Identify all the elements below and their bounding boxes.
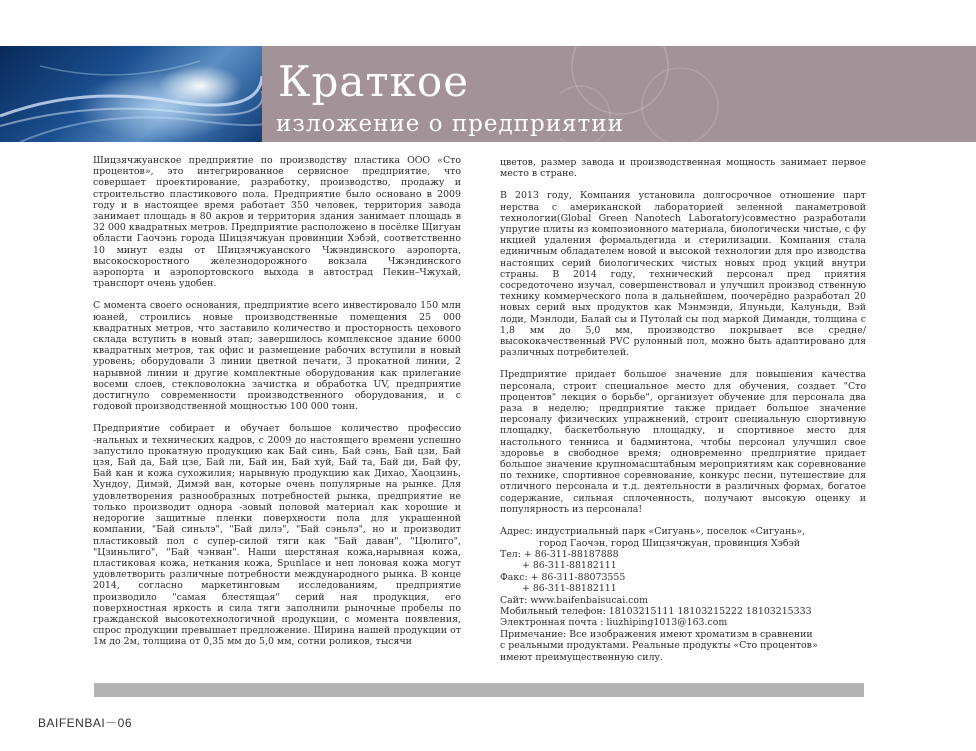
contact-block xyxy=(500,526,866,663)
note-line: Примечание: Все изображения имеют хроматизм в сравнении xyxy=(500,628,813,640)
paragraph: цветов, размер завода и производственная мощность занимает первое место в стране. xyxy=(500,157,866,180)
fax-line: Факс: + 86-311-88073555 xyxy=(500,571,626,583)
phone-line: Тел: + 86-311-88187888 xyxy=(500,548,619,560)
fax-line: + 86-311-88182111 xyxy=(522,583,617,595)
paragraph: В 2013 году, Компания установила долгосрочное отношение парт нерства с американской лабораторией зеленной панаметровой технологии(Global Green Nanotech Laboratory)совместно разработали упругие плиты из композионного материала, биологически чистые, с фу нкцией удаления формальдегида и стерилизации. Компания стала единичным обладателем новой и высокой технологии для про изводства настоящих серий биологических чистых новых прод укций внутри страны. В 2014 году, технический персонал пред приятия сосредоточено изучал, совершенствовал и улучшил производ ственную технику коммерческого пола в дальнейшем, поочерёдно разработал 20 новых серий ных продуктов как Мэнмэнди, Ялуньди, Калуньди, Вэй лоди, Мэнлоди, Балай сы и Путолай сы под маркой Димандн, толщина с 1,8 мм до 5,0 мм, производство покрывает все средне/высококачественный PVC рулонный пол, можно быть адаптировано для различных потребителей. xyxy=(500,190,866,359)
paragraph: Предприятие собирает и обучает большое количество профессио -нальных и технических кадров, с 2009 до настоящего времени успешно запустило прокатную продукцию как Бай синь, Бай сэнь, Бай цзи, Бай цзя, Бай да, Бай цзе, Бай ли, Бай ин, Бай хуй, Бай та, Бай ди, Бай фу, Бай кан и кожа сухожилия; нарывную продукцию как Дихао, Хаоцзинь, Хундоу, Димэй, Димэй ван, которые очень популярные на рынке. Для удовлетворения разнообразных потребностей рынка, предприятие не только производит однора -зовый половой материал как хорошие и недорогие защитные пленки поверхности пола для украшенной компании, "Бай синьлэ", "Бай дилэ", "Бай сэньлэ", но и производит пластиковый пол с супер-силой тяги как "Бай даван", "Цюлиго", "Цзиньлиго", "Бай чэнван". Наши шерстяная кожа,нарывная кожа, пластиковая кожа, неткания кожа, Spunlace и неп лоновая кожа могут удовлетворить различные потребности международного рынка. В конце 2014, согласно маркетинговым исследованиям, предприятие производило "самая блестящая" серий ная продукция, его поверхностная яркость и сила тяги заполнили рыночные пробелы по гражданской высокотехнологичной продукции, с момента появления, спрос продукции превышает предложение. Ширина нашей продукции от 1м до 2м, толщина от 0,35 мм до 5,0 мм, сотни роликов, тысячи xyxy=(93,423,461,648)
address-line: город Гаочэн, город Шицзячжуан, провинция Хэбэй xyxy=(539,537,801,549)
paragraph: Шицзячжуанское предприятие по производству пластика ООО «Сто процентов», это интегрированное сервисное предприятие, что совершает проектирование, разработку, производство, продажу и строительство пластикового пола. Предприятие было основано в 2009 году и в настоящее время работает 350 человек, территория завода занимает площадь в 80 акров и территория здания занимает площадь в 32 000 квадратных метров. Предприятие расположено в посёлке Щигуан области Гаочэнь города Шицзячжуан провинции Хэбэй, соответственно 10 минут езды от Шицзячжуанского Чжэндинского аэропорта, высокоскоростного железнодорожного вокзала Чжэндинского аэропорта и аэропортовского выхода в автострад Пекин–Чжухай, транспорт очень удобен. xyxy=(93,155,461,290)
paragraph: С момента своего основания, предприятие всего инвестировало 150 млн юаней, строились новые производственные помещения 25 000 квадратных метров, что заставило количество и просторность цехового склада вступить в новый этап; завершилось комплексное здание 6000 квадратных метров, так офис и размещение рабочих вступили в новый уровень; оборудовали 3 линии цветной печати, 3 прокатной линии, 2 нарывной линии и другие комплектные оборудования как прилегание восеми слоев, стекловолокна зачистка и обработка UV, предприятие достигнуло современности производственного оборудования, и с годовой производственной мощностью 100 000 тонн. xyxy=(93,300,461,413)
page-title: Краткое xyxy=(278,57,470,106)
page-number-label: BAIFENBAI－06 xyxy=(38,716,133,730)
email-link[interactable]: Электронная почта : liuzhiping1013@163.com xyxy=(500,617,728,629)
website-link[interactable]: Сайт: www.baifenbaisucai.com xyxy=(500,594,648,606)
note-line: с реальными продуктами. Реальные продукты «Сто процентов» xyxy=(500,640,818,652)
address-line: Адрес: индустриальный парк «Сигуань», поселок «Сигуань», xyxy=(500,526,806,538)
header-decorative-image xyxy=(0,46,262,142)
phone-line: + 86-311-88182111 xyxy=(522,560,617,572)
footer-bar xyxy=(94,683,864,697)
paragraph: Предприятие придает большое значение для повышения качества персонала, строит специальное место для обучения, создает "Сто процентов" лекция о борьбе", организует обучение для персонала два раза в неделю; предприятие также придает большое значение персоналу физических упражнений, строит специальную спортивную площадку, баскетбольную площадку, и спортивное место для настольного тенниса и бадминтона, чтобы персонал улучшил свое здоровье в свободное время; одновременно предприятие придает большое значение крупномасштабным мероприятиям как соревнование по технике, спортивное соревнование, конкурс песни, путешествие для отличного персонала и т.д. деятельности в различных формах, богатое содержание, сильная сплоченность, получают высокую оценку и популярность из персонала! xyxy=(500,369,866,515)
left-text-column xyxy=(93,155,461,659)
page-subtitle: изложение о предприятии xyxy=(276,111,624,137)
note-line: имеют преимущественную силу. xyxy=(500,651,663,663)
mobile-line: Мобильный телефон: 18103215111 18103215222 18103215333 xyxy=(500,605,812,617)
right-text-column xyxy=(500,157,866,663)
